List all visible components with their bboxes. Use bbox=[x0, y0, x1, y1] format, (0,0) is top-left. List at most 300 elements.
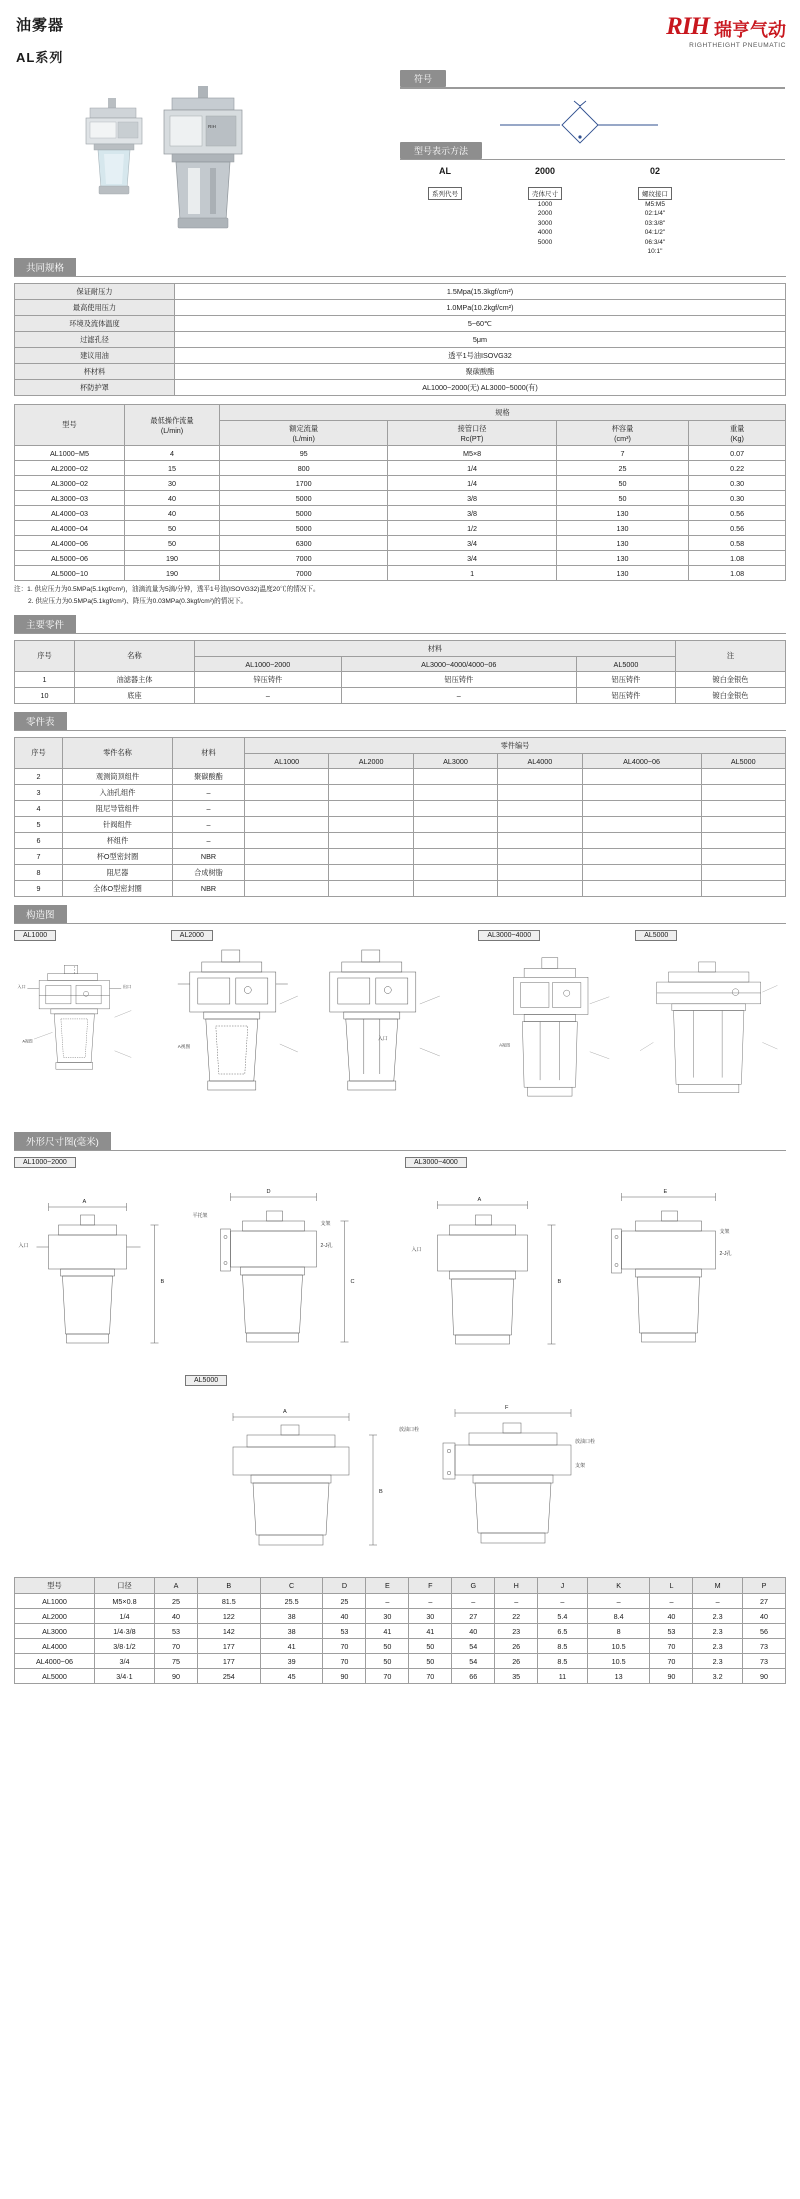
dim3-label-oilport: 放油口栓 bbox=[575, 1439, 596, 1446]
pl-cell-p1 bbox=[245, 881, 329, 897]
pl-cell-no: 3 bbox=[15, 785, 63, 801]
mp-h-col3: AL5000 bbox=[576, 657, 675, 672]
table-row bbox=[15, 785, 786, 801]
spec-cell-model: AL3000~03 bbox=[15, 491, 125, 506]
spec-cell-port: 3/4 bbox=[388, 551, 556, 566]
common-spec-key: 最高使用压力 bbox=[15, 300, 175, 316]
dt-cell: AL3000 bbox=[15, 1624, 95, 1639]
mp-cell-no: 1 bbox=[15, 672, 75, 688]
pl-cell-p1 bbox=[245, 849, 329, 865]
spec-cell-rated: 7000 bbox=[220, 566, 388, 581]
structure-tag-al5000: AL5000 bbox=[635, 930, 677, 941]
model-thread-opt-2: 02:1/4" bbox=[644, 210, 666, 218]
label-inlet: 入口 bbox=[17, 984, 26, 990]
label-view-a-3: A视图 bbox=[499, 1042, 511, 1048]
dt-cell: 50 bbox=[409, 1654, 452, 1669]
dt-cell: 6.5 bbox=[538, 1624, 588, 1639]
spec-cell-port: 1/4 bbox=[388, 461, 556, 476]
pl-cell-material: 聚碳酸酯 bbox=[173, 769, 245, 785]
mp-cell-remark: 镀白金银色 bbox=[676, 688, 786, 704]
dt-cell: 53 bbox=[323, 1624, 366, 1639]
pl-cell-p3 bbox=[413, 817, 497, 833]
dt-cell: 90 bbox=[323, 1669, 366, 1684]
model-series-caption: 系列代号 bbox=[428, 187, 462, 200]
spec-cell-minflow: 30 bbox=[125, 476, 220, 491]
dt-cell: M5×0.8 bbox=[95, 1594, 155, 1609]
title-product: 油雾器 bbox=[16, 17, 65, 34]
table-row bbox=[15, 849, 786, 865]
spec-cell-rated: 5000 bbox=[220, 506, 388, 521]
dt-cell: 54 bbox=[452, 1639, 495, 1654]
dim-table bbox=[14, 1577, 786, 1684]
common-spec-value: 1.5Mpa(15.3kgf/cm²) bbox=[175, 284, 786, 300]
mp-cell-m3: 铝压铸件 bbox=[576, 688, 675, 704]
dt-cell: 122 bbox=[197, 1609, 260, 1624]
dt-h-13: M bbox=[693, 1578, 743, 1594]
spec-cell-port: 1/2 bbox=[388, 521, 556, 536]
spec-cell-port: 3/4 bbox=[388, 536, 556, 551]
photo-al1000 bbox=[86, 98, 142, 194]
dim3-label-oilport-2: 放油口栓 bbox=[399, 1427, 420, 1434]
pl-cell-name: 阻尼导管组件 bbox=[63, 801, 173, 817]
pl-cell-p4 bbox=[498, 881, 582, 897]
dim2-label-bracket: 支架 bbox=[719, 1229, 730, 1236]
spec-cell-port: 1 bbox=[388, 566, 556, 581]
table-row bbox=[15, 817, 786, 833]
pl-cell-p5 bbox=[582, 817, 701, 833]
dt-cell: – bbox=[587, 1594, 650, 1609]
pl-cell-p2 bbox=[329, 849, 413, 865]
mp-h-no: 序号 bbox=[15, 641, 75, 672]
dt-cell: 5.4 bbox=[538, 1609, 588, 1624]
pl-h-c4: AL4000 bbox=[498, 754, 582, 769]
dt-cell: 3/8·1/2 bbox=[95, 1639, 155, 1654]
dt-cell: 23 bbox=[495, 1624, 538, 1639]
dim3-label-b: B bbox=[379, 1489, 383, 1496]
dt-cell: 26 bbox=[495, 1654, 538, 1669]
common-spec-table bbox=[14, 283, 786, 396]
dt-cell: AL2000 bbox=[15, 1609, 95, 1624]
pl-cell-p1 bbox=[245, 769, 329, 785]
model-body-opt-5: 5000 bbox=[537, 238, 553, 246]
dt-cell: 38 bbox=[260, 1609, 323, 1624]
pl-cell-p5 bbox=[582, 833, 701, 849]
spec-cell-port: 1/4 bbox=[388, 476, 556, 491]
dt-cell: 30 bbox=[366, 1609, 409, 1624]
pl-cell-p3 bbox=[413, 849, 497, 865]
spec-h-weight: 重量 (Kg) bbox=[689, 421, 786, 446]
spec-cell-minflow: 15 bbox=[125, 461, 220, 476]
table-row bbox=[15, 521, 786, 536]
pl-cell-p4 bbox=[498, 849, 582, 865]
dt-cell: 8.4 bbox=[587, 1609, 650, 1624]
table-row bbox=[15, 769, 786, 785]
brand-latin-text: RIH bbox=[666, 13, 709, 40]
pl-cell-no: 4 bbox=[15, 801, 63, 817]
table-header-row bbox=[15, 1578, 786, 1594]
pl-cell-material: 合成树脂 bbox=[173, 865, 245, 881]
common-spec-key: 保证耐压力 bbox=[15, 284, 175, 300]
spec-cell-weight: 0.30 bbox=[689, 491, 786, 506]
table-row bbox=[15, 491, 786, 506]
symbol-heading: 符号 bbox=[400, 70, 446, 87]
dt-h-4: C bbox=[260, 1578, 323, 1594]
pl-cell-p3 bbox=[413, 881, 497, 897]
spec-cell-weight: 0.22 bbox=[689, 461, 786, 476]
pl-cell-material: – bbox=[173, 801, 245, 817]
mp-cell-m1: – bbox=[195, 688, 342, 704]
pl-cell-p6 bbox=[701, 881, 785, 897]
dim2-label-b: B bbox=[557, 1279, 562, 1286]
pl-cell-name: 全体O型密封圈 bbox=[63, 881, 173, 897]
spec-cell-rated: 5000 bbox=[220, 491, 388, 506]
page-header bbox=[0, 0, 800, 256]
common-spec-value: 5μm bbox=[175, 332, 786, 348]
dt-cell: – bbox=[409, 1594, 452, 1609]
pl-cell-p3 bbox=[413, 785, 497, 801]
dt-cell: 22 bbox=[495, 1609, 538, 1624]
dt-cell: 90 bbox=[650, 1669, 693, 1684]
dt-cell: 8.5 bbox=[538, 1654, 588, 1669]
section-spec-table bbox=[14, 404, 786, 607]
dt-cell: 81.5 bbox=[197, 1594, 260, 1609]
dt-cell: – bbox=[693, 1594, 743, 1609]
dt-cell: 39 bbox=[260, 1654, 323, 1669]
mp-h-name: 名称 bbox=[75, 641, 195, 672]
pl-cell-p1 bbox=[245, 865, 329, 881]
table-row bbox=[15, 1669, 786, 1684]
dim-label-d: D bbox=[266, 1189, 271, 1196]
dim-label-flat-bracket: 平托架 bbox=[192, 1213, 208, 1220]
dt-cell: 8 bbox=[587, 1624, 650, 1639]
spec-cell-model: AL5000~10 bbox=[15, 566, 125, 581]
structure-cell-al3000-4000 bbox=[478, 930, 629, 1124]
spec-cell-cup: 130 bbox=[556, 536, 689, 551]
spec-h-rated: 额定流量 (L/min) bbox=[220, 421, 388, 446]
table-row bbox=[15, 476, 786, 491]
dt-cell: 45 bbox=[260, 1669, 323, 1684]
pl-cell-p3 bbox=[413, 833, 497, 849]
dim3-label-a: A bbox=[283, 1409, 287, 1416]
spec-note-1: 注：1. 供应压力为0.5MPa(5.1kgf/cm²)，油滴流量为5滴/分钟，透平1号油(ISOVG32)温度20℃的情况下。 bbox=[14, 586, 320, 593]
dt-h-1: 口径 bbox=[95, 1578, 155, 1594]
dim-label-holes: 2-J孔 bbox=[320, 1243, 333, 1250]
dt-cell: 2.3 bbox=[693, 1639, 743, 1654]
model-body-caption: 壳体尺寸 bbox=[528, 187, 562, 200]
pl-cell-material: – bbox=[173, 817, 245, 833]
dt-cell: 70 bbox=[155, 1639, 198, 1654]
spec-cell-cup: 130 bbox=[556, 506, 689, 521]
table-header-row bbox=[15, 405, 786, 421]
section-common-spec bbox=[14, 258, 786, 396]
pl-cell-p6 bbox=[701, 769, 785, 785]
common-spec-value: 1.0MPa(10.2kgf/cm²) bbox=[175, 300, 786, 316]
structure-tag-al3000: AL3000~4000 bbox=[478, 930, 540, 941]
dt-cell: 27 bbox=[742, 1594, 785, 1609]
table-row bbox=[15, 551, 786, 566]
spec-cell-rated: 7000 bbox=[220, 551, 388, 566]
spec-cell-cup: 130 bbox=[556, 566, 689, 581]
mp-cell-m1: 锌压铸件 bbox=[195, 672, 342, 688]
dt-cell: 1/4·3/8 bbox=[95, 1624, 155, 1639]
dt-cell: 177 bbox=[197, 1639, 260, 1654]
mp-cell-name: 底座 bbox=[75, 688, 195, 704]
pl-h-c2: AL2000 bbox=[329, 754, 413, 769]
mp-cell-name: 油滤器主体 bbox=[75, 672, 195, 688]
dt-cell: 73 bbox=[742, 1654, 785, 1669]
dt-cell: 50 bbox=[366, 1639, 409, 1654]
dt-cell: – bbox=[538, 1594, 588, 1609]
mp-h-col1: AL1000~2000 bbox=[195, 657, 342, 672]
spec-h-port: 接管口径 Rc(PT) bbox=[388, 421, 556, 446]
dim-label-inlet: 入口 bbox=[18, 1243, 29, 1250]
structure-cell-al1000 bbox=[14, 930, 165, 1124]
section-parts-list bbox=[14, 712, 786, 897]
dt-cell: 40 bbox=[323, 1609, 366, 1624]
common-spec-value: AL1000~2000(无) AL3000~5000(有) bbox=[175, 380, 786, 396]
spec-h-cup: 杯容量 (cm³) bbox=[556, 421, 689, 446]
dt-cell: 25.5 bbox=[260, 1594, 323, 1609]
model-thread-opt-5: 06:3/4" bbox=[644, 238, 666, 246]
model-thread-opt-1: M5:M5 bbox=[645, 201, 665, 208]
dt-cell: 177 bbox=[197, 1654, 260, 1669]
spec-cell-model: AL1000~M5 bbox=[15, 446, 125, 461]
pl-h-c1: AL1000 bbox=[245, 754, 329, 769]
dt-cell: 30 bbox=[409, 1609, 452, 1624]
section-structure bbox=[14, 905, 786, 1124]
pl-cell-p4 bbox=[498, 865, 582, 881]
structure-cell-al5000 bbox=[635, 930, 786, 1124]
model-thread-caption: 螺纹接口 bbox=[638, 187, 672, 200]
symbol-block bbox=[400, 70, 785, 151]
pl-h-c5: AL4000~06 bbox=[582, 754, 701, 769]
table-row bbox=[15, 865, 786, 881]
title-series: AL系列 bbox=[16, 50, 64, 65]
dt-cell: 70 bbox=[366, 1669, 409, 1684]
dt-cell: AL1000 bbox=[15, 1594, 95, 1609]
dim-label-a: A bbox=[82, 1199, 87, 1206]
spec-h-model: 型号 bbox=[15, 405, 125, 446]
pl-cell-no: 9 bbox=[15, 881, 63, 897]
spec-cell-rated: 1700 bbox=[220, 476, 388, 491]
table-row bbox=[15, 284, 786, 300]
spec-cell-cup: 50 bbox=[556, 476, 689, 491]
pl-h-c6: AL5000 bbox=[701, 754, 785, 769]
dt-cell: – bbox=[495, 1594, 538, 1609]
pl-cell-name: 杯O型密封圈 bbox=[63, 849, 173, 865]
dt-cell: 73 bbox=[742, 1639, 785, 1654]
common-spec-key: 环境及流体温度 bbox=[15, 316, 175, 332]
section-dim-table bbox=[14, 1577, 786, 1684]
dt-cell: 90 bbox=[742, 1669, 785, 1684]
dt-h-7: F bbox=[409, 1578, 452, 1594]
dt-cell: 10.5 bbox=[587, 1654, 650, 1669]
mp-cell-m3: 铝压铸件 bbox=[576, 672, 675, 688]
table-row bbox=[15, 1594, 786, 1609]
mp-cell-m2: – bbox=[341, 688, 576, 704]
pl-cell-name: 入油孔组件 bbox=[63, 785, 173, 801]
dim-tag-al5000: AL5000 bbox=[185, 1375, 227, 1386]
dt-cell: 3/4·1 bbox=[95, 1669, 155, 1684]
spec-cell-rated: 5000 bbox=[220, 521, 388, 536]
common-spec-value: 透平1号油ISOVG32 bbox=[175, 348, 786, 364]
main-parts-table bbox=[14, 640, 786, 704]
pl-cell-p1 bbox=[245, 817, 329, 833]
dim-cell-al5000 bbox=[185, 1375, 615, 1569]
pl-cell-material: NBR bbox=[173, 849, 245, 865]
dim3-label-f: F bbox=[505, 1405, 509, 1412]
dt-cell: 75 bbox=[155, 1654, 198, 1669]
brand-cn-text: 瑞亨气动 bbox=[714, 20, 786, 40]
dimensions-heading: 外形尺寸图(毫米) bbox=[14, 1132, 111, 1150]
dt-cell: 41 bbox=[409, 1624, 452, 1639]
section-dimensions bbox=[14, 1132, 786, 1569]
label-inlet-2: 入口 bbox=[377, 1036, 388, 1043]
model-col-body bbox=[490, 166, 600, 247]
table-row bbox=[15, 801, 786, 817]
dt-cell: 2.3 bbox=[693, 1654, 743, 1669]
pl-cell-no: 6 bbox=[15, 833, 63, 849]
dim-tag-al3000-4000: AL3000~4000 bbox=[405, 1157, 467, 1168]
photo-al4000 bbox=[164, 86, 242, 228]
pl-cell-p1 bbox=[245, 801, 329, 817]
pl-cell-no: 5 bbox=[15, 817, 63, 833]
pl-cell-name: 杯组件 bbox=[63, 833, 173, 849]
table-row bbox=[15, 332, 786, 348]
dim-label-b: B bbox=[160, 1279, 165, 1286]
dim-cell-al3000-4000 bbox=[405, 1157, 786, 1371]
pl-cell-p2 bbox=[329, 785, 413, 801]
pl-cell-name: 观测筒顶组件 bbox=[63, 769, 173, 785]
pl-h-name: 零件名称 bbox=[63, 738, 173, 769]
spec-cell-weight: 0.07 bbox=[689, 446, 786, 461]
dt-cell: 142 bbox=[197, 1624, 260, 1639]
spec-cell-cup: 130 bbox=[556, 551, 689, 566]
common-spec-key: 杯防护罩 bbox=[15, 380, 175, 396]
dt-h-9: H bbox=[495, 1578, 538, 1594]
dt-cell: 50 bbox=[366, 1654, 409, 1669]
spec-cell-port: M5×8 bbox=[388, 446, 556, 461]
pl-cell-name: 阻尼器 bbox=[63, 865, 173, 881]
table-row bbox=[15, 566, 786, 581]
spec-note-2: 2. 供应压力为0.5MPa(5.1kgf/cm²)、降压为0.03MPa(0.3kgf/cm²)的情况下。 bbox=[28, 597, 248, 605]
pl-cell-p5 bbox=[582, 769, 701, 785]
pl-cell-p2 bbox=[329, 801, 413, 817]
dimensions-row-1 bbox=[14, 1157, 786, 1371]
pl-cell-p1 bbox=[245, 833, 329, 849]
common-spec-value: 聚碳酸酯 bbox=[175, 364, 786, 380]
dim2-label-a: A bbox=[477, 1197, 482, 1204]
pl-cell-p2 bbox=[329, 881, 413, 897]
dim3-label-bracket: 支架 bbox=[575, 1463, 586, 1470]
pl-cell-p6 bbox=[701, 801, 785, 817]
spec-cell-model: AL4000~03 bbox=[15, 506, 125, 521]
pl-cell-no: 7 bbox=[15, 849, 63, 865]
dim-cell-al1000-2000 bbox=[14, 1157, 395, 1371]
dt-cell: 53 bbox=[650, 1624, 693, 1639]
pl-cell-p3 bbox=[413, 769, 497, 785]
model-thread-opt-4: 04:1/2" bbox=[644, 229, 666, 237]
dt-cell: 26 bbox=[495, 1639, 538, 1654]
table-row bbox=[15, 461, 786, 476]
dim2-label-holes: 2-J孔 bbox=[719, 1251, 732, 1258]
structure-row bbox=[14, 930, 786, 1124]
structure-tag-al2000: AL2000 bbox=[171, 930, 213, 941]
pl-cell-p6 bbox=[701, 785, 785, 801]
dt-cell: 35 bbox=[495, 1669, 538, 1684]
pl-cell-p4 bbox=[498, 801, 582, 817]
model-thread-code: 02 bbox=[649, 166, 660, 176]
dt-cell: 1/4 bbox=[95, 1609, 155, 1624]
table-row bbox=[15, 380, 786, 396]
spec-cell-minflow: 40 bbox=[125, 506, 220, 521]
pl-cell-p3 bbox=[413, 865, 497, 881]
spec-cell-weight: 0.58 bbox=[689, 536, 786, 551]
dt-cell: 53 bbox=[155, 1624, 198, 1639]
dt-h-3: B bbox=[197, 1578, 260, 1594]
pl-cell-no: 2 bbox=[15, 769, 63, 785]
table-header-row bbox=[15, 738, 786, 754]
dim2-label-inlet: 入口 bbox=[411, 1247, 422, 1254]
dt-cell: 13 bbox=[587, 1669, 650, 1684]
main-parts-heading: 主要零件 bbox=[14, 615, 76, 633]
model-body-code: 2000 bbox=[534, 166, 556, 176]
pl-cell-p2 bbox=[329, 833, 413, 849]
model-body-opt-4: 4000 bbox=[537, 229, 553, 237]
pl-cell-p5 bbox=[582, 849, 701, 865]
label-view-a: A视图 bbox=[22, 1039, 33, 1044]
mp-h-remark: 注 bbox=[676, 641, 786, 672]
common-spec-key: 建议用油 bbox=[15, 348, 175, 364]
brand-en-text: RIGHTHEIGHT PNEUMATIC bbox=[689, 42, 786, 49]
pl-cell-no: 8 bbox=[15, 865, 63, 881]
common-spec-value: 5~60℃ bbox=[175, 316, 786, 332]
spec-cell-weight: 0.56 bbox=[689, 506, 786, 521]
spec-cell-model: AL5000~06 bbox=[15, 551, 125, 566]
spec-cell-minflow: 50 bbox=[125, 536, 220, 551]
spec-cell-port: 3/8 bbox=[388, 506, 556, 521]
spec-cell-model: AL4000~06 bbox=[15, 536, 125, 551]
pl-cell-p6 bbox=[701, 817, 785, 833]
spec-cell-minflow: 50 bbox=[125, 521, 220, 536]
label-view-a-2: A视图 bbox=[177, 1044, 190, 1050]
dt-h-14: P bbox=[742, 1578, 785, 1594]
table-row bbox=[15, 536, 786, 551]
section-main-parts bbox=[14, 615, 786, 704]
dt-cell: – bbox=[650, 1594, 693, 1609]
model-thread-opt-6: 10:1" bbox=[647, 248, 663, 256]
structure-cell-al2000 bbox=[171, 930, 473, 1124]
model-thread-opt-3: 03:3/8" bbox=[644, 219, 666, 227]
pl-cell-p5 bbox=[582, 881, 701, 897]
dt-cell: 27 bbox=[452, 1609, 495, 1624]
dt-cell: 25 bbox=[323, 1594, 366, 1609]
spec-cell-minflow: 4 bbox=[125, 446, 220, 461]
dt-cell: 8.5 bbox=[538, 1639, 588, 1654]
dt-cell: 10.5 bbox=[587, 1639, 650, 1654]
dt-h-0: 型号 bbox=[15, 1578, 95, 1594]
pl-cell-p5 bbox=[582, 801, 701, 817]
pl-cell-p4 bbox=[498, 769, 582, 785]
dim2-label-e: E bbox=[663, 1189, 668, 1196]
spec-cell-model: AL4000~04 bbox=[15, 521, 125, 536]
dt-cell: 70 bbox=[409, 1669, 452, 1684]
model-body-opt-2: 2000 bbox=[537, 210, 553, 218]
dt-h-12: L bbox=[650, 1578, 693, 1594]
dt-cell: 2.3 bbox=[693, 1624, 743, 1639]
brand-logo bbox=[666, 14, 786, 49]
table-row bbox=[15, 1624, 786, 1639]
